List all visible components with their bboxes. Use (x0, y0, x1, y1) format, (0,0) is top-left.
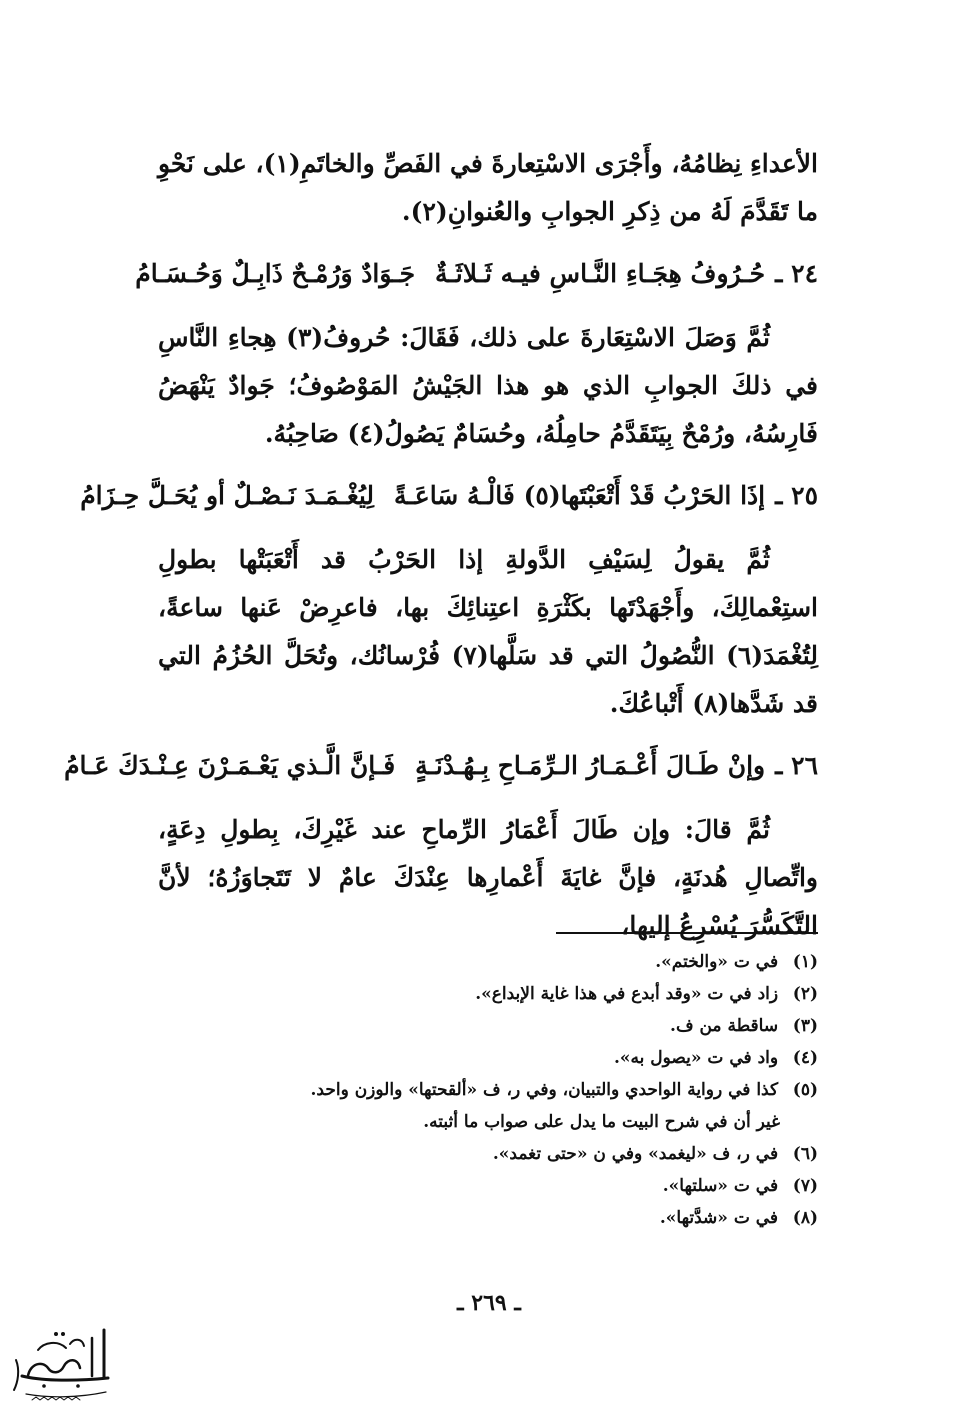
footnote-number: (٥) (792, 1080, 818, 1100)
footnote-1 (158, 946, 818, 978)
footnote-text: زاد في ت «وقد أبدع في هذا غاية الإبداع». (475, 984, 779, 1004)
footnote-text: في ت «والختم». (655, 952, 779, 972)
footnote-5-continuation (158, 1106, 818, 1138)
footnote-text: في ت «سلتها». (662, 1176, 779, 1196)
footnote-3 (158, 1010, 818, 1042)
footnote-number: (٣) (792, 1016, 818, 1036)
footnote-number: (٦) (792, 1144, 818, 1164)
footnotes-list (158, 946, 818, 1234)
footnote-text: غير أن في شرح البيت ما يدل على صواب ما أثبته. (423, 1112, 780, 1132)
paragraph-4: ثُمَّ قالَ: وإن طَالَ أَعْمَارُ الرِّماحِ عند غَيْرِكَ، بِطولِ دِعَةٍ، واتِّصالِ هُدنَةٍ، فإنَّ غايَةَ أَعْمارِها عِنْدَكَ عامٌ لا تَتَجاوَزُهُ؛ لأنَّ التَّكَسُّرَ يُسْرِعُ إليها، (158, 815, 818, 940)
verse-25 (80, 472, 818, 520)
footnote-divider (556, 932, 818, 934)
paragraph-2: ثُمَّ وَصَلَ الاسْتِعَارةَ على ذلك، فَقَالَ: حُروفُ(٣) هِجاءِ النَّاسِ في ذلكَ الجوابِ الذي هو هذا الجَيْشُ المَوْصُوفُ؛ جَوادٌ يَنْهَضُ فَارِسُهُ، ورُمْحٌ بِيَتَقَدَّمُ حامِلُهُ، وحُسَامٌ يَصُولُ(٤) صَاحِبُهُ. (158, 323, 818, 448)
verse-first-hemistich: وإنْ طَـالَ أَعْـمَـارُ الـرِّمَـاحِ بِـهُـدْنَـةٍ (415, 751, 766, 780)
footnote-number: (٨) (792, 1208, 818, 1228)
footnote-7 (158, 1170, 818, 1202)
verse-second-hemistich: جَـوَادٌ وَرُمْـحٌ ذَابِـلٌ وَحُـسَـامُ (135, 259, 416, 288)
footnote-text: ساقطة من ف. (670, 1016, 779, 1036)
footnote-text: في ت «شدَّتها». (659, 1208, 779, 1228)
footnote-2 (158, 978, 818, 1010)
page-number: ـ ٢٦٩ ـ (457, 1290, 521, 1316)
calligraphy-stamp-icon (8, 1320, 118, 1410)
verse-first-hemistich: حُـرُوفُ هِجَـاءِ النَّـاسِ فيـه ثَـلاثَـةٌ (435, 259, 766, 288)
paragraph-1: الأعداءِ نِظامُهُ، وأَجْرَى الاسْتِعارةَ في الفَصِّ والخاتَمِ(١)، على نَحْوِ ما تَقَدَّمَ لَهُ من ذِكرِ الجوابِ والعُنوانِ(٢). (158, 149, 818, 226)
verse-24 (135, 250, 818, 298)
verse-second-hemistich: لِيُغْـمَـدَ نَـصْـلٌ أو يُحَـلَّ حِـزَامُ (80, 481, 375, 510)
footnote-number: (٢) (792, 984, 818, 1004)
main-text-block (64, 140, 818, 950)
verse-first-hemistich: إذَا الحَرْبُ قَدْ أَتْعَبْتَها(٥) فَالْـهُ سَاعَـةً (394, 481, 766, 510)
footnote-text: كذا في رواية الواحدي والتبيان، وفي ر، ف «ألقحتها» والوزن واحد. (310, 1080, 779, 1100)
verse-26 (64, 742, 818, 790)
verse-number: ٢٦ ـ (775, 751, 818, 780)
footnote-8 (158, 1202, 818, 1234)
footnote-number: (٤) (792, 1048, 818, 1068)
paragraph-3: ثُمَّ يقولُ لِسَيْفِ الدَّولةِ إذا الحَرْبُ قد أَتْعَبَتْها بطولِ استِعْمالِكَ، وأَجْهَدْتَها بكَثْرَةِ اعتِنائِكَ بها، فاعرِضْ عَنها ساعةً، لِتُغْمَدَ(٦) النُّصُولُ التي قد سَلَّها(٧) فُرْسانُك، وتُحَلَّ الحُزُمُ التي قد شَدَّها(٨) أَتْباعُكَ. (158, 545, 818, 718)
footnote-6 (158, 1138, 818, 1170)
footnote-text: في ر، ف «ليغمد» وفي ن «حتى تغمد». (492, 1144, 779, 1164)
verse-second-hemistich: فَـإنَّ الَّـذي يَعْـمَـرْنَ عِـنْـدَكَ عَـامُ (64, 751, 396, 780)
verse-number: ٢٤ ـ (775, 259, 818, 288)
footnote-4 (158, 1042, 818, 1074)
footnote-text: واد في ت «يصول به». (613, 1048, 779, 1068)
footnote-5 (158, 1074, 818, 1106)
footnote-number: (٧) (792, 1176, 818, 1196)
verse-number: ٢٥ ـ (775, 481, 818, 510)
footnote-number: (١) (792, 952, 818, 972)
